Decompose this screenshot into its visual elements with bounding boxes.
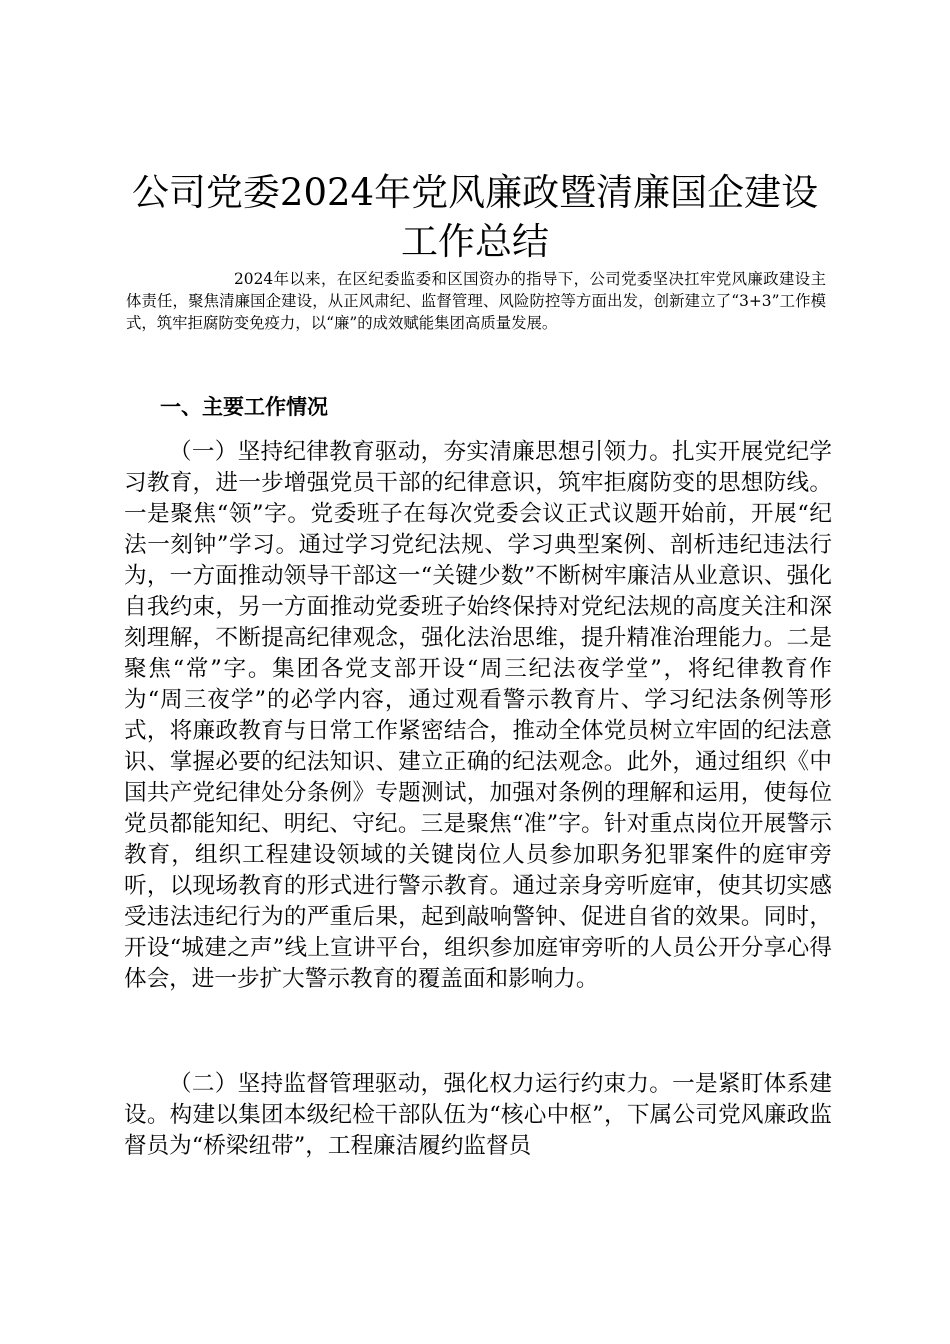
intro-paragraph: 2024年以来，在区纪委监委和区国资办的指导下，公司党委坚决扛牢党风廉政建设主体责任，聚焦清廉国企建设，从正风肃纪、监督管理、风险防控等方面出发，创新建立了“3+3”工作模式，筑牢拒腐防变免疫力，以“廉”的成效赋能集团高质量发展。 [126,270,826,332]
body-paragraph: （二）坚持监督管理驱动，强化权力运行约束力。一是紧盯体系建设。构建以集团本级纪检干部队伍为“核心中枢”，下属公司党风廉政监督员为“桥梁纽带”，工程廉洁履约监督员 [124,1071,832,1159]
document-title: 公司党委2024年党风廉政暨清廉国企建设工作总结 [131,171,819,263]
section-heading: 一、主要工作情况 [160,395,328,419]
body-paragraph: （一）坚持纪律教育驱动，夯实清廉思想引领力。扎实开展党纪学习教育，进一步增强党员干部的纪律意识，筑牢拒腐防变的思想防线。一是聚焦“领”字。党委班子在每次党委会议正式议题开始前，开展“纪法一刻钟”学习。通过学习党纪法规、学习典型案例、剖析违纪违法行为，一方面推动领导干部这一“关键少数”不断树牢廉洁从业意识、强化自我约束，另一方面推动党委班子始终保持对党纪法规的高度关注和深刻理解，不断提高纪律观念，强化法治思维，提升精准治理能力。二是聚焦“常”字。集团各党支部开设“周三纪法夜学堂”，将纪律教育作为“周三夜学”的必学内容，通过观看警示教育片、学习纪法条例等形式，将廉政教育与日常工作紧密结合，推动全体党员树立牢固的纪法意识、掌握必要的纪法知识、建立正确的纪法观念。此外，通过组织《中国共产党纪律处分条例》专题测试，加强对条例的理解和运用，使每位党员都能知纪、明纪、守纪。三是聚焦“准”字。针对重点岗位开展警示教育，组织工程建设领域的关键岗位人员参加职务犯罪案件的庭审旁听，以现场教育的形式进行警示教育。通过亲身旁听庭审，使其切实感受违法违纪行为的严重后果，起到敲响警钟、促进自省的效果。同时，开设“城建之声”线上宣讲平台，组织参加庭审旁听的人员公开分享心得体会，进一步扩大警示教育的覆盖面和影响力。 [124,439,832,992]
